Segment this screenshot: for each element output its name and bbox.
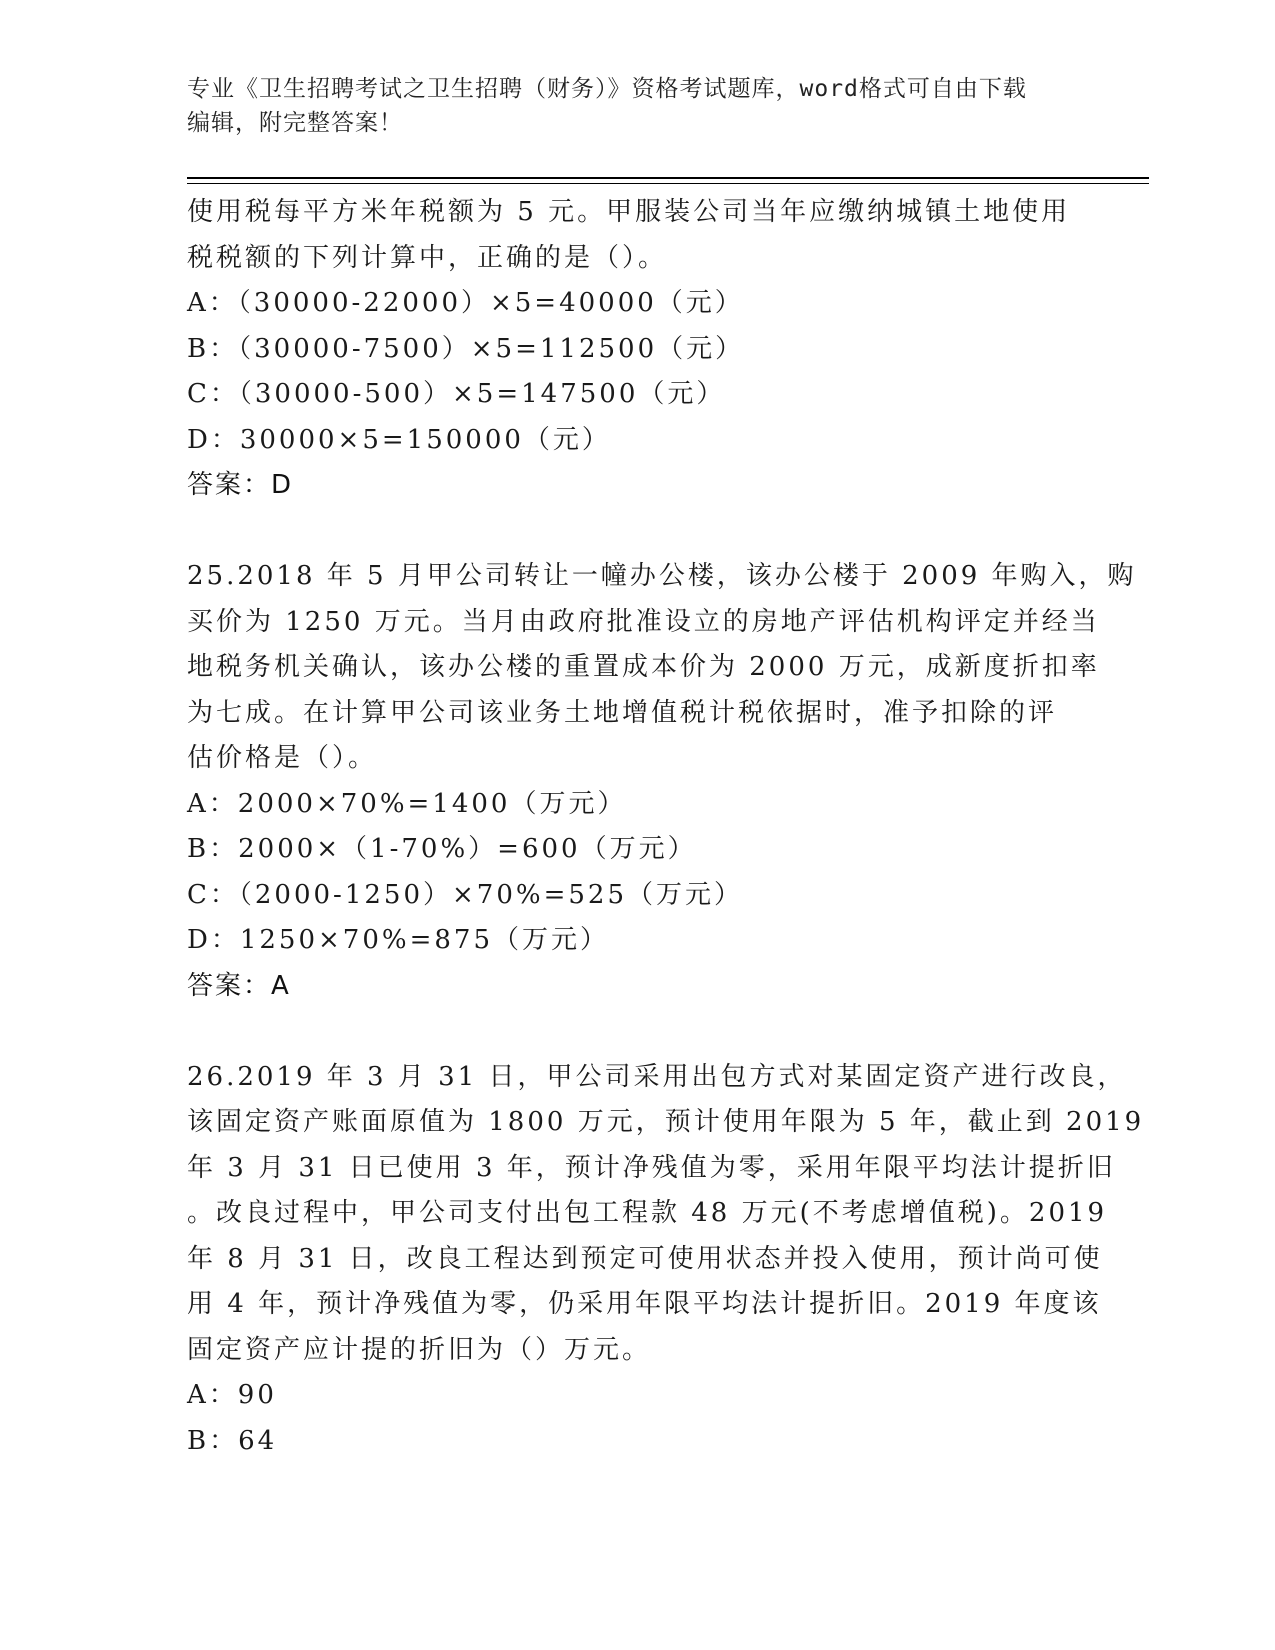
question-text-line: 买价为 1250 万元。当月由政府批准设立的房地产评估机构评定并经当	[187, 606, 1100, 637]
question-text-line: 估价格是（）。	[187, 743, 378, 773]
question-text-line: 年 8 月 31 日，改良工程达到预定可使用状态并投入使用，预计尚可使	[187, 1243, 1103, 1274]
question-text-line: 。改良过程中，甲公司支付出包工程款 48 万元(不考虑增值税)。2019	[187, 1198, 1108, 1228]
spacer	[187, 1009, 1087, 1055]
question-text-line: 26.2019 年 3 月 31 日，甲公司采用出包方式对某固定资产进行改良，	[187, 1061, 1127, 1092]
question-text-line: 为七成。在计算甲公司该业务土地增值税计税依据时，准予扣除的评	[187, 697, 1058, 728]
question-text-line: 使用税每平方米年税额为 5 元。甲服装公司当年应缴纳城镇土地使用	[187, 197, 1071, 227]
question-text-line: 地税务机关确认，该办公楼的重置成本价为 2000 万元，成新度折扣率	[187, 652, 1100, 682]
option-d: D：1250×70%=875（万元）	[187, 925, 609, 955]
option-a: A：90	[187, 1380, 277, 1410]
option-c: C：（2000-1250）×70%=525（万元）	[187, 879, 744, 910]
option-a: A：2000×70%=1400（万元）	[187, 788, 627, 819]
document-header	[187, 72, 1087, 140]
option-b: B：2000×（1-70%）=600（万元）	[187, 834, 697, 864]
question-24	[187, 190, 1087, 509]
question-text-line: 该固定资产账面原值为 1800 万元，预计使用年限为 5 年，截止到 2019	[187, 1107, 1145, 1137]
question-text-line: 税税额的下列计算中，正确的是（）。	[187, 242, 668, 273]
spacer	[187, 509, 1087, 555]
question-text-line: 年 3 月 31 日已使用 3 年，预计净残值为零，采用年限平均法计提折旧	[187, 1152, 1116, 1183]
option-d: D：30000×5=150000（元）	[187, 424, 611, 455]
question-26	[187, 1055, 1145, 1465]
header-divider-thick	[187, 177, 1149, 179]
option-b: B：（30000-7500）×5=112500（元）	[187, 333, 745, 364]
question-text-line: 25.2018 年 5 月甲公司转让一幢办公楼，该办公楼于 2009 年购入，购	[187, 561, 1137, 591]
answer-label: 答案：D	[187, 470, 294, 500]
document-body	[187, 190, 1145, 1464]
question-25	[187, 554, 1137, 1009]
header-line-1: 专业《卫生招聘考试之卫生招聘（财务）》资格考试题库，word格式可自由下载	[187, 76, 1027, 102]
header-divider-thin	[187, 183, 1149, 184]
question-text-line: 固定资产应计提的折旧为（）万元。	[187, 1334, 652, 1365]
header-line-2: 编辑，附完整答案！	[187, 110, 403, 136]
option-a: A：（30000-22000）×5=40000（元）	[187, 288, 744, 318]
option-b: B：64	[187, 1425, 278, 1456]
question-text-line: 用 4 年，预计净残值为零，仍采用年限平均法计提折旧。2019 年度该	[187, 1289, 1102, 1319]
option-c: C：（30000-500）×5=147500（元）	[187, 379, 726, 409]
answer-label: 答案：A	[187, 970, 291, 1001]
